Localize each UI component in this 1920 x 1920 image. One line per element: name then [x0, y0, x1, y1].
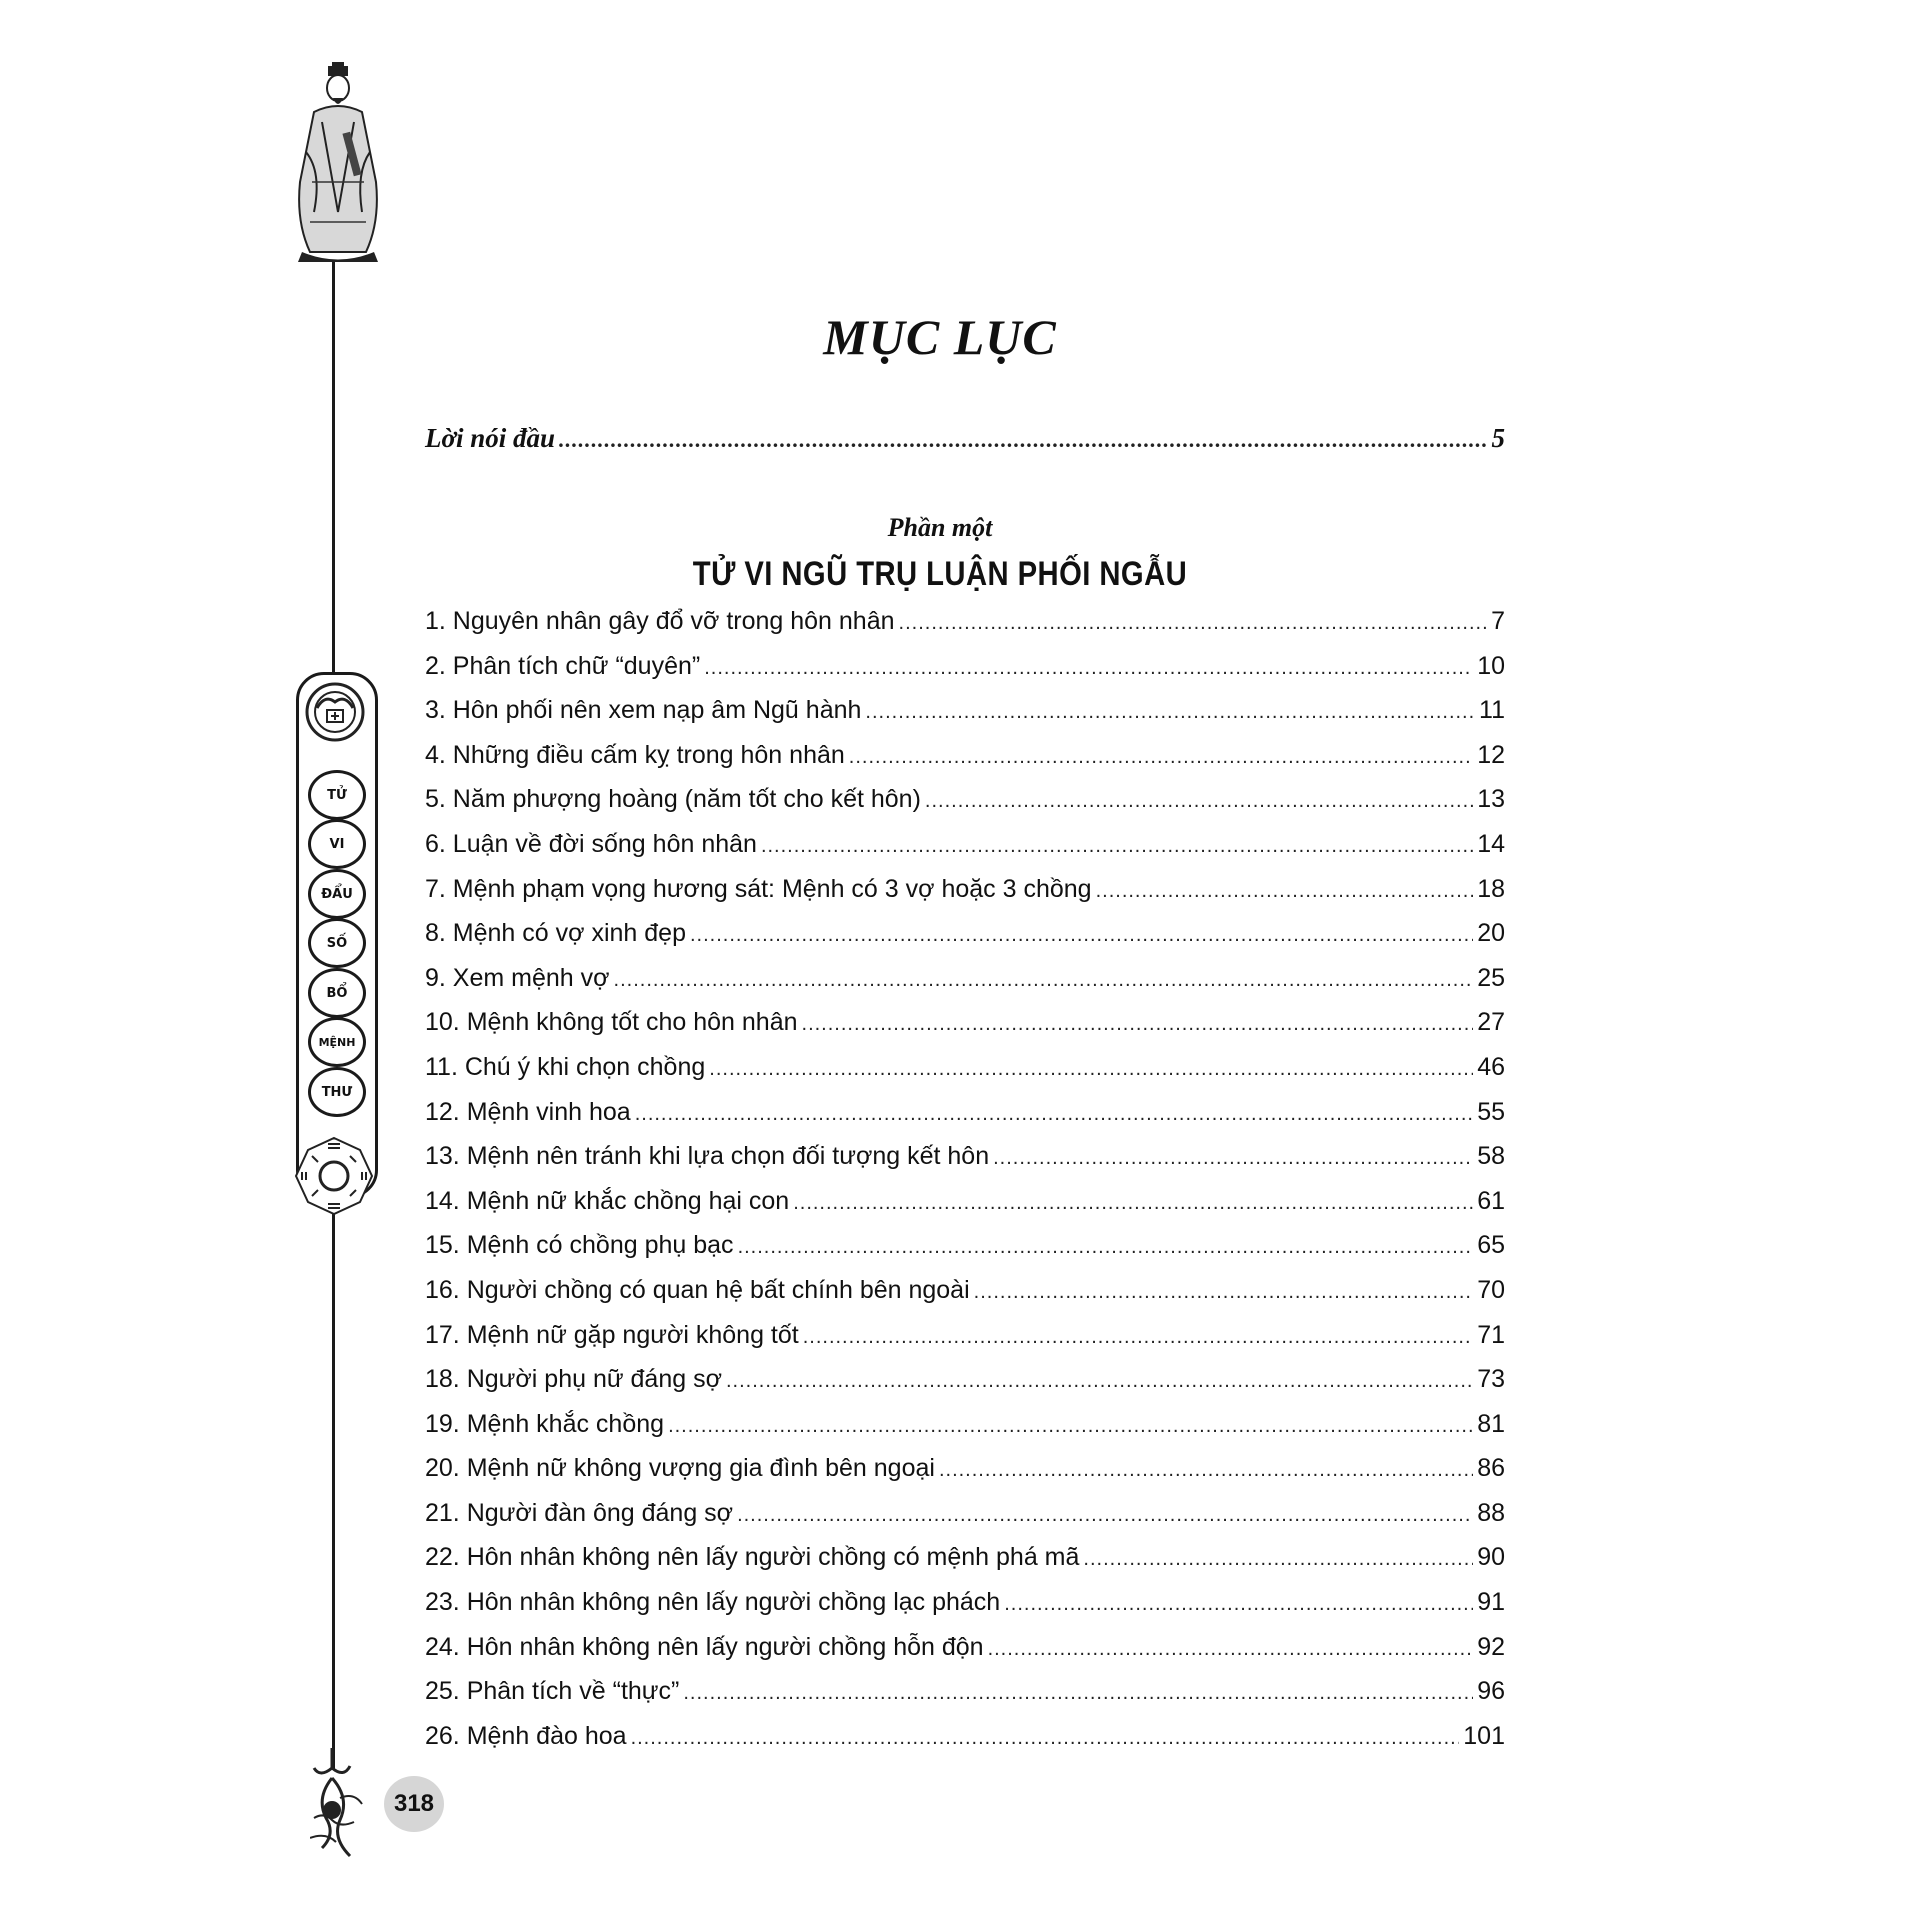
toc-entry-page: 65 — [1477, 1231, 1505, 1260]
toc-entry-page: 20 — [1477, 919, 1505, 948]
toc-entry-text: 8. Mệnh có vợ xinh đẹp — [425, 919, 686, 948]
rail-bead-6: MỆNH — [308, 1017, 366, 1067]
rail-bead-7: THƯ — [308, 1067, 366, 1117]
toc-entry-9[interactable] — [425, 964, 1505, 1009]
rail-bead-4: SỐ — [308, 918, 366, 968]
toc-entry-page: 13 — [1477, 785, 1505, 814]
toc-entry-text: 23. Hôn nhân không nên lấy người chồng lạc phách — [425, 1588, 1001, 1617]
toc-entry-text: 13. Mệnh nên tránh khi lựa chọn đối tượng kết hôn — [425, 1142, 990, 1171]
rail-line-top — [332, 262, 335, 674]
toc-entry-page: 61 — [1477, 1186, 1505, 1215]
toc-leader-dots — [1083, 1548, 1473, 1571]
toc-leader-dots — [635, 1103, 1473, 1126]
toc-entry-text: 1. Nguyên nhân gây đổ vỡ trong hôn nhân — [425, 607, 895, 635]
toc-entry-7[interactable] — [425, 875, 1505, 920]
toc-leader-dots — [802, 1013, 1474, 1036]
toc-entry-text: 3. Hôn phối nên xem nạp âm Ngũ hành — [425, 696, 862, 725]
toc-entry-text: 6. Luận về đời sống hôn nhân — [425, 829, 757, 858]
toc-entry-page: 46 — [1477, 1052, 1505, 1081]
preface-entry[interactable] — [425, 423, 1505, 463]
toc-entry-text: 20. Mệnh nữ không vượng gia đình bên ngoại — [425, 1454, 935, 1483]
toc-entry-13[interactable] — [425, 1142, 1505, 1187]
toc-leader-dots — [865, 701, 1475, 724]
toc-leader-dots — [899, 612, 1488, 635]
toc-entry-page: 25 — [1477, 963, 1505, 992]
toc-entry-page: 27 — [1477, 1008, 1505, 1037]
toc-entry-text: 12. Mệnh vinh hoa — [425, 1097, 631, 1126]
toc-entry-text: 22. Hôn nhân không nên lấy người chồng có mệnh phá mã — [425, 1543, 1080, 1572]
toc-entry-text: 7. Mệnh phạm vọng hương sát: Mệnh có 3 vợ hoặc 3 chồng — [425, 874, 1092, 903]
rail-line-bottom — [332, 1210, 335, 1770]
toc-entry-text: 11. Chú ý khi chọn chồng — [425, 1052, 706, 1081]
toc-entry-8[interactable] — [425, 919, 1505, 964]
toc-leader-dots — [668, 1415, 1473, 1438]
preface-page: 5 — [1491, 423, 1505, 453]
rail-bead-1: TỬ — [308, 770, 366, 820]
toc-leader-dots — [988, 1638, 1474, 1661]
toc-entry-5[interactable] — [425, 785, 1505, 830]
toc-leader-dots — [683, 1682, 1473, 1705]
toc-entry-21[interactable] — [425, 1499, 1505, 1544]
toc-entry-text: 18. Người phụ nữ đáng sợ — [425, 1365, 722, 1394]
toc-leader-dots — [993, 1147, 1473, 1170]
toc-entry-17[interactable] — [425, 1321, 1505, 1366]
toc-entry-page: 92 — [1477, 1632, 1505, 1661]
preface-label: Lời nói đầu — [425, 423, 556, 453]
toc-entry-page: 71 — [1477, 1320, 1505, 1349]
toc-leader-dots — [726, 1370, 1473, 1393]
toc-entry-text: 15. Mệnh có chồng phụ bạc — [425, 1231, 734, 1260]
toc-entry-25[interactable] — [425, 1677, 1505, 1722]
rail-bead-2: VI — [308, 819, 366, 869]
toc-entry-page: 81 — [1477, 1409, 1505, 1438]
toc-entry-text: 9. Xem mệnh vợ — [425, 963, 610, 992]
rail-bead-3: ĐẨU — [308, 869, 366, 919]
toc-entry-text: 5. Năm phượng hoàng (năm tốt cho kết hôn) — [425, 785, 921, 814]
toc-entry-page: 86 — [1477, 1454, 1505, 1483]
toc-entry-1[interactable] — [425, 607, 1505, 652]
toc-leader-dots — [803, 1326, 1473, 1349]
part-label: Phần một — [887, 513, 993, 542]
toc-entry-2[interactable] — [425, 652, 1505, 697]
toc-entry-23[interactable] — [425, 1588, 1505, 1633]
toc-leader-dots — [939, 1459, 1473, 1482]
toc-entry-page: 96 — [1477, 1677, 1505, 1706]
scholar-figure-icon — [292, 62, 384, 267]
rail-bead-5: BỔ — [308, 968, 366, 1018]
toc-list — [425, 607, 1505, 1766]
preface-leader-dots — [559, 427, 1487, 453]
toc-entry-text: 19. Mệnh khắc chồng — [425, 1409, 665, 1438]
toc-entry-page: 14 — [1477, 829, 1505, 858]
toc-leader-dots — [704, 657, 1473, 680]
toc-entry-page: 70 — [1477, 1275, 1505, 1304]
toc-entry-page: 18 — [1477, 874, 1505, 903]
toc-entry-14[interactable] — [425, 1187, 1505, 1232]
toc-entry-15[interactable] — [425, 1231, 1505, 1276]
toc-leader-dots — [709, 1058, 1473, 1081]
toc-entry-18[interactable] — [425, 1365, 1505, 1410]
toc-entry-page: 88 — [1477, 1498, 1505, 1527]
page-number: 318 — [384, 1776, 444, 1832]
toc-leader-dots — [614, 969, 1474, 992]
toc-entry-text: 21. Người đàn ông đáng sợ — [425, 1498, 734, 1527]
toc-leader-dots — [761, 835, 1473, 858]
toc-entry-6[interactable] — [425, 830, 1505, 875]
toc-entry-page: 73 — [1477, 1365, 1505, 1394]
toc-entry-text: 17. Mệnh nữ gặp người không tốt — [425, 1320, 799, 1349]
toc-entry-16[interactable] — [425, 1276, 1505, 1321]
toc-entry-text: 26. Mệnh đào hoa — [425, 1721, 627, 1750]
toc-entry-page: 11 — [1479, 696, 1505, 725]
toc-entry-text: 4. Những điều cấm kỵ trong hôn nhân — [425, 740, 845, 769]
bagua-icon — [294, 1136, 374, 1216]
page-title: MỤC LỤC — [823, 309, 1057, 365]
toc-entry-4[interactable] — [425, 741, 1505, 786]
part-title: TỬ VI NGŨ TRỤ LUẬN PHỐI NGẪU — [692, 555, 1188, 593]
toc-entry-11[interactable] — [425, 1053, 1505, 1098]
toc-entry-text: 14. Mệnh nữ khắc chồng hại con — [425, 1186, 790, 1215]
toc-entry-12[interactable] — [425, 1098, 1505, 1143]
toc-entry-22[interactable] — [425, 1543, 1505, 1588]
toc-entry-page: 90 — [1477, 1543, 1505, 1572]
toc-entry-page: 12 — [1477, 740, 1505, 769]
toc-entry-text: 16. Người chồng có quan hệ bất chính bên ngoài — [425, 1275, 970, 1304]
toc-entry-20[interactable] — [425, 1454, 1505, 1499]
toc-entry-page: 91 — [1477, 1588, 1505, 1617]
toc-leader-dots — [631, 1727, 1460, 1750]
toc-entry-page: 10 — [1477, 651, 1505, 680]
toc-entry-page: 7 — [1491, 607, 1505, 635]
toc-entry-24[interactable] — [425, 1633, 1505, 1678]
toc-leader-dots — [793, 1192, 1473, 1215]
toc-entry-page: 58 — [1477, 1142, 1505, 1171]
toc-entry-page: 101 — [1463, 1721, 1505, 1750]
toc-entry-text: 24. Hôn nhân không nên lấy người chồng hỗn độn — [425, 1632, 984, 1661]
toc-entry-26[interactable] — [425, 1722, 1505, 1767]
toc-leader-dots — [738, 1236, 1474, 1259]
toc-leader-dots — [849, 746, 1473, 769]
toc-leader-dots — [737, 1504, 1473, 1527]
toc-leader-dots — [1096, 880, 1474, 903]
toc-leader-dots — [925, 790, 1473, 813]
toc-entry-10[interactable] — [425, 1008, 1505, 1053]
toc-entry-page: 55 — [1477, 1097, 1505, 1126]
toc-leader-dots — [690, 924, 1473, 947]
toc-entry-text: 10. Mệnh không tốt cho hôn nhân — [425, 1008, 798, 1037]
emblem-icon — [303, 680, 367, 744]
toc-entry-text: 2. Phân tích chữ “duyên” — [425, 651, 701, 680]
toc-leader-dots — [1004, 1593, 1473, 1616]
toc-entry-19[interactable] — [425, 1410, 1505, 1455]
toc-leader-dots — [974, 1281, 1474, 1304]
toc-entry-3[interactable] — [425, 696, 1505, 741]
toc-entry-text: 25. Phân tích về “thực” — [425, 1677, 680, 1706]
